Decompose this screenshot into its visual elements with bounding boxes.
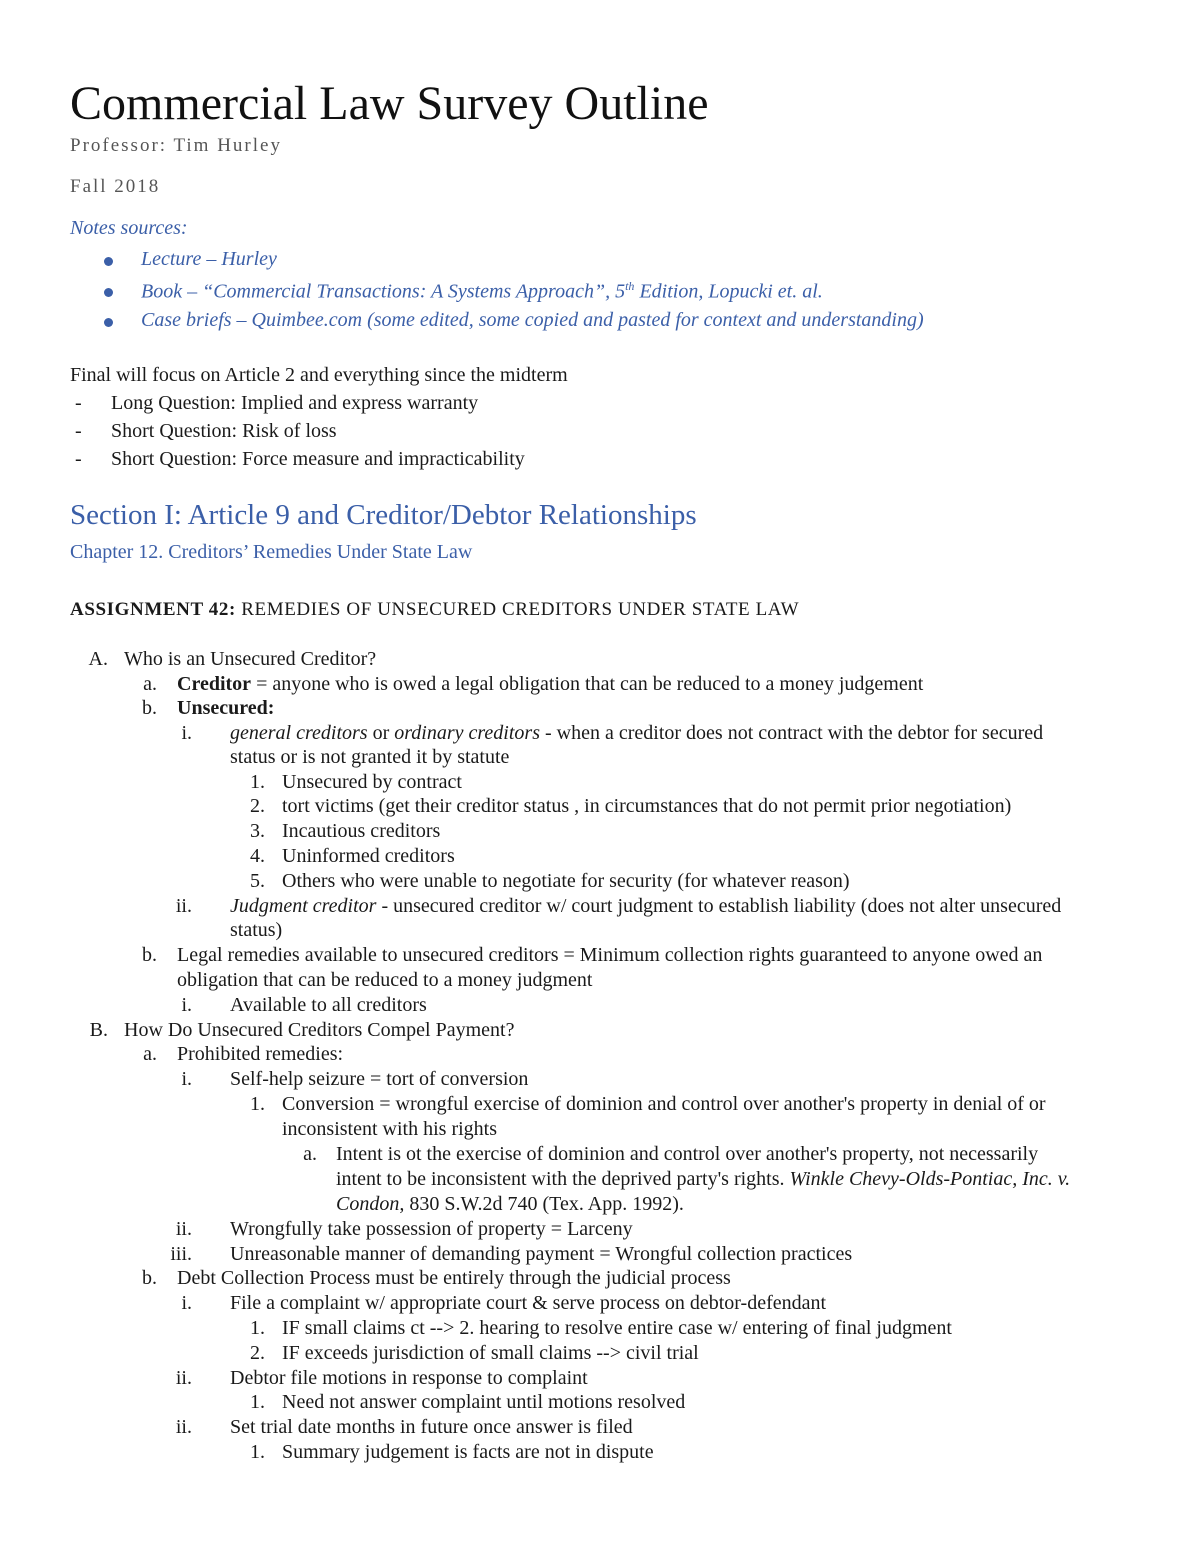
- list-marker: 1.: [250, 1441, 265, 1463]
- final-item: Short Question: Force measure and impracticability: [111, 448, 525, 470]
- outline-item-continuation: inconsistent with his rights: [282, 1118, 497, 1140]
- outline-item: tort victims (get their creditor status , in circumstances that do not permit prior negotiation): [282, 795, 1012, 817]
- list-marker: A.: [88, 648, 108, 670]
- professor-line: Professor: Tim Hurley: [70, 135, 282, 156]
- outline-item: Unsecured by contract: [282, 771, 462, 793]
- list-marker: b.: [142, 1267, 157, 1289]
- list-marker: 3.: [250, 820, 265, 842]
- outline-item: Wrongfully take possession of property = Larceny: [230, 1218, 633, 1240]
- final-item: Short Question: Risk of loss: [111, 420, 337, 442]
- term-line: Fall 2018: [70, 176, 161, 197]
- list-marker: iii.: [170, 1243, 192, 1265]
- outline-item: Legal remedies available to unsecured creditors = Minimum collection rights guaranteed to anyone owed an: [177, 944, 1043, 966]
- outline-item-continuation: status): [230, 919, 283, 941]
- list-marker: 1.: [250, 1093, 265, 1115]
- outline-item: Debtor file motions in response to complaint: [230, 1367, 588, 1389]
- outline-item: Prohibited remedies:: [177, 1043, 344, 1065]
- dash-marker: -: [75, 392, 82, 414]
- list-marker: 1.: [250, 1317, 265, 1339]
- dash-marker: -: [75, 420, 82, 442]
- outline-item-continuation: obligation that can be reduced to a money judgment: [177, 969, 593, 991]
- list-marker: b.: [142, 944, 157, 966]
- outline-item: IF small claims ct --> 2. hearing to resolve entire case w/ entering of final judgment: [282, 1317, 952, 1339]
- outline-item: Debt Collection Process must be entirely through the judicial process: [177, 1267, 731, 1289]
- document-title: Commercial Law Survey Outline: [70, 77, 709, 130]
- list-marker: i.: [181, 722, 192, 744]
- list-marker: ii.: [175, 1218, 192, 1240]
- bullet-icon: [104, 257, 113, 266]
- dash-marker: -: [75, 448, 82, 470]
- outline-item: Available to all creditors: [230, 994, 427, 1016]
- final-item: Long Question: Implied and express warranty: [111, 392, 479, 414]
- list-marker: 1.: [250, 771, 265, 793]
- final-intro: Final will focus on Article 2 and everything since the midterm: [70, 364, 568, 386]
- notes-source-item: Book – “Commercial Transactions: A Systems Approach”, 5th Edition, Lopucki et. al.: [141, 279, 823, 303]
- list-marker: 2.: [250, 795, 265, 817]
- outline-item: Others who were unable to negotiate for security (for whatever reason): [282, 870, 850, 892]
- outline-item-continuation: status or is not granted it by statute: [230, 746, 510, 768]
- list-marker: B.: [89, 1019, 108, 1041]
- list-marker: i.: [181, 1068, 192, 1090]
- list-marker: a.: [143, 1043, 157, 1065]
- outline-item: File a complaint w/ appropriate court & serve process on debtor-defendant: [230, 1292, 827, 1314]
- list-marker: b.: [142, 697, 157, 719]
- chapter-heading: Chapter 12. Creditors’ Remedies Under State Law: [70, 541, 473, 563]
- outline-item: Who is an Unsecured Creditor?: [124, 648, 377, 670]
- outline-item: How Do Unsecured Creditors Compel Payment?: [124, 1019, 515, 1041]
- list-marker: a.: [303, 1143, 317, 1165]
- outline-item: Incautious creditors: [282, 820, 441, 842]
- bullet-icon: [104, 288, 113, 297]
- outline-item-continuation: Condon, 830 S.W.2d 740 (Tex. App. 1992).: [336, 1193, 684, 1215]
- notes-sources-label: Notes sources:: [70, 217, 188, 239]
- list-marker: ii.: [175, 895, 192, 917]
- outline-item: Intent is ot the exercise of dominion and control over another's property, not necessarily: [336, 1143, 1039, 1165]
- list-marker: ii.: [175, 1416, 192, 1438]
- outline-item: Conversion = wrongful exercise of dominion and control over another's property in denial of or: [282, 1093, 1046, 1115]
- notes-source-item: Case briefs – Quimbee.com (some edited, some copied and pasted for context and understanding): [141, 309, 924, 331]
- list-marker: ii.: [175, 1367, 192, 1389]
- outline-item: Self-help seizure = tort of conversion: [230, 1068, 529, 1090]
- outline-item-continuation: intent to be inconsistent with the deprived party's rights. Winkle Chevy-Olds-Pontiac, Inc. v.: [336, 1168, 1071, 1190]
- outline-item: Creditor = anyone who is owed a legal obligation that can be reduced to a money judgement: [177, 673, 924, 695]
- list-marker: 4.: [250, 845, 265, 867]
- list-marker: a.: [143, 673, 157, 695]
- outline-item: Summary judgement is facts are not in dispute: [282, 1441, 654, 1463]
- bullet-icon: [104, 318, 113, 327]
- notes-source-item: Lecture – Hurley: [141, 248, 277, 270]
- outline-item: Judgment creditor - unsecured creditor w/ court judgment to establish liability (does not alter unsecured: [230, 895, 1062, 917]
- outline-item: Unreasonable manner of demanding payment = Wrongful collection practices: [230, 1243, 853, 1265]
- outline-item: Set trial date months in future once answer is filed: [230, 1416, 633, 1438]
- section-heading: Section I: Article 9 and Creditor/Debtor Relationships: [70, 499, 697, 531]
- outline-item: Unsecured:: [177, 697, 275, 719]
- list-marker: 5.: [250, 870, 265, 892]
- list-marker: 2.: [250, 1342, 265, 1364]
- assignment-heading: ASSIGNMENT 42: REMEDIES OF UNSECURED CREDITORS UNDER STATE LAW: [70, 599, 800, 620]
- outline-item: Need not answer complaint until motions resolved: [282, 1391, 686, 1413]
- list-marker: i.: [181, 1292, 192, 1314]
- outline-item: Uninformed creditors: [282, 845, 455, 867]
- list-marker: i.: [181, 994, 192, 1016]
- outline-item: general creditors or ordinary creditors - when a creditor does not contract with the debtor for secured: [230, 722, 1044, 744]
- list-marker: 1.: [250, 1391, 265, 1413]
- outline-item: IF exceeds jurisdiction of small claims --> civil trial: [282, 1342, 699, 1364]
